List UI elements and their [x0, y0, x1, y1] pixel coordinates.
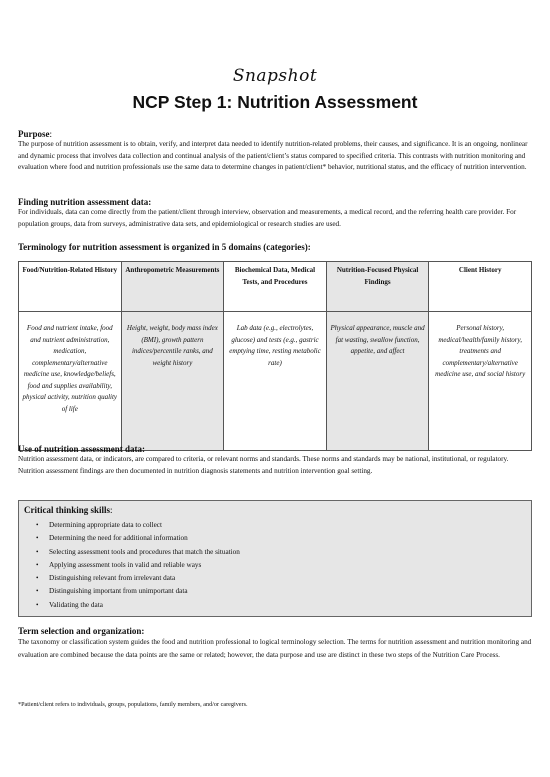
list-item: • Applying assessment tools in valid and reliable ways	[49, 559, 240, 572]
page-title: NCP Step 1: Nutrition Assessment	[132, 92, 418, 112]
critical-list	[36, 519, 240, 612]
critical-heading-colon: :	[110, 505, 113, 515]
domain-content: Physical appearance, muscle and fat wasting, swallow function, appetite, and affect	[326, 312, 429, 451]
domain-header: Anthropometric Measurements	[121, 262, 224, 312]
list-item: • Determining appropriate data to collect	[49, 519, 240, 532]
table-row	[19, 312, 532, 451]
domain-header: Biochemical Data, Medical Tests, and Procedures	[224, 262, 327, 312]
bullet-icon: •	[36, 521, 39, 529]
list-item: • Distinguishing important from unimportant data	[49, 585, 240, 598]
finding-heading: Finding nutrition assessment data:	[18, 197, 152, 207]
domain-header: Client History	[429, 262, 532, 312]
term-section	[18, 626, 532, 661]
list-item: • Selecting assessment tools and procedures that match the situation	[49, 546, 240, 559]
finding-section	[18, 197, 532, 230]
domain-content: Lab data (e.g., electrolytes, glucose) and tests (e.g., gastric emptying time, resting metabolic rate)	[224, 312, 327, 451]
purpose-heading-colon: :	[49, 129, 53, 139]
purpose-text: The purpose of nutrition assessment is to obtain, verify, and interpret data needed to identify nutrition-related problems, their causes, and significance. It is an ongoing, nonlinear and dynamic process that involves data collection and continual analysis of the patient/client’s status compared to specified criteria. This contrasts with nutrition monitoring and evaluation where food and nutrition professionals use the same data to determine changes in patient/client* behavior, nutritional status, and the efficacy of nutrition intervention.	[18, 140, 528, 171]
use-text: Nutrition assessment data, or indicators, are compared to criteria, or relevant norms and standards. These norms and standards may be national, institutional, or regulatory. Nutrition assessment findings are then documented in nutrition diagnosis statements and nutrition intervention goal setting.	[18, 455, 509, 475]
use-section	[18, 444, 532, 477]
terminology-section	[18, 242, 532, 252]
bullet-icon: •	[36, 547, 39, 556]
domain-content: Food and nutrient intake, food and nutrient administration, medication, complementary/alternative medicine use, knowledge/beliefs, food and supplies availability, physical activity, nutrition quality of life	[19, 312, 122, 451]
list-item: • Validating the data	[49, 599, 240, 612]
purpose-section	[18, 129, 532, 174]
domain-header: Nutrition-Focused Physical Findings	[326, 262, 429, 312]
bullet-icon: •	[36, 600, 39, 609]
bullet-icon: •	[36, 560, 39, 569]
domain-content: Height, weight, body mass index (BMI), growth pattern indices/percentile ranks, and weight history	[121, 312, 224, 451]
bullet-icon: •	[36, 587, 39, 596]
table-header-row	[19, 262, 532, 312]
domain-content: Personal history, medical/health/family history, treatments and complementary/alternative medicine use, and social history	[429, 312, 532, 451]
term-text: The taxonomy or classification system guides the food and nutrition professional to logical terminology selection. The terms for nutrition assessment and nutrition monitoring and evaluation are combined because the data points are the same or related; however, the data purpose and use are distinct in these two steps of the Nutrition Care Process.	[18, 638, 532, 659]
bullet-icon: •	[36, 534, 39, 543]
purpose-heading: Purpose	[18, 129, 50, 139]
finding-text: For individuals, data can come directly from the patient/client through interview, observation and measurements, a medical record, and the referring health care provider. For population groups, data from surveys, administrative data sets, and epidemiological or research studies are used.	[18, 208, 517, 228]
list-item: • Determining the need for additional information	[49, 532, 240, 545]
footnote: *Patient/client refers to individuals, groups, populations, family members, and/or caregivers.	[18, 701, 248, 708]
critical-thinking-box	[18, 500, 532, 617]
critical-heading: Critical thinking skills	[24, 505, 111, 515]
domains-table	[18, 261, 532, 451]
use-heading: Use of nutrition assessment data:	[18, 444, 145, 454]
snapshot-label: Snapshot	[232, 66, 318, 86]
list-item: • Distinguishing relevant from irrelevant data	[49, 572, 240, 585]
term-heading: Term selection and organization:	[18, 626, 145, 636]
terminology-heading: Terminology for nutrition assessment is organized in 5 domains (categories):	[18, 242, 311, 252]
domain-header: Food/Nutrition-Related History	[19, 262, 122, 312]
bullet-icon: •	[36, 574, 39, 583]
